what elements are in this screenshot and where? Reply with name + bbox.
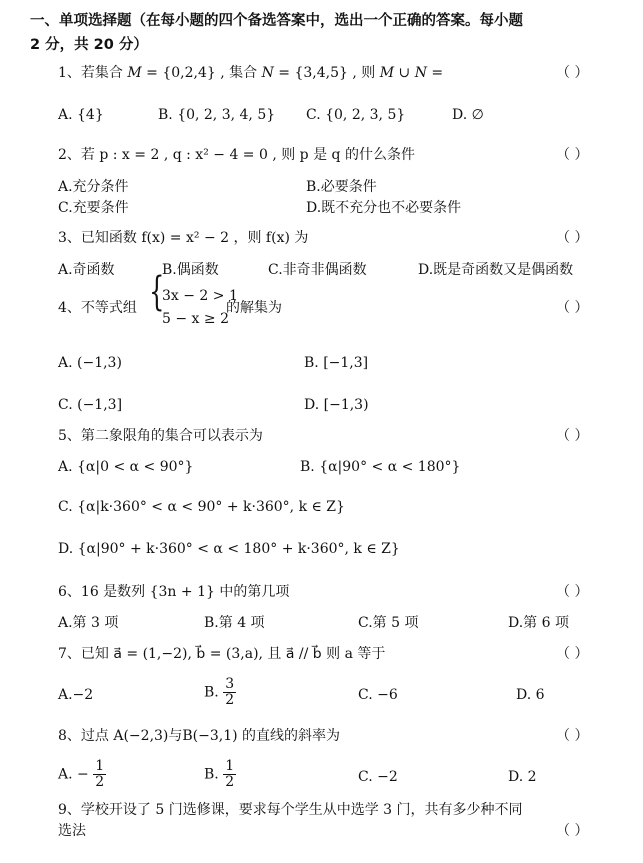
q6-option-d: D.第 6 项 [508, 615, 569, 631]
q8-option-b: B. $\frac{1}{2}$ [204, 758, 235, 790]
q5-answer-blank: （ ） [556, 428, 589, 444]
q3-answer-blank: （ ） [556, 230, 589, 246]
q3-option-b: B.偶函数 [162, 262, 219, 278]
q7-stem: 7、已知 a⃗ = (1,−2), b⃗ = (3,a), 且 a⃗ // b⃗ 则 a 等于 [58, 646, 386, 662]
q1-option-d: D. ∅ [452, 107, 484, 123]
q8-answer-blank: （ ） [556, 728, 589, 744]
q1-option-c: C. {0, 2, 3, 5} [306, 107, 406, 123]
q4-answer-blank: （ ） [556, 300, 589, 316]
q2-option-d: D.既不充分也不必要条件 [306, 200, 462, 216]
q4-stem-suffix: 的解集为 [226, 300, 282, 316]
q4-option-d: D. [−1,3) [304, 397, 369, 413]
q1-option-b: B. {0, 2, 3, 4, 5} [158, 107, 276, 123]
q5-option-b: B. {α|90° < α < 180°} [300, 459, 461, 475]
q2-option-c: C.充要条件 [58, 200, 129, 216]
q6-option-c: C.第 5 项 [358, 615, 419, 631]
q4-system-brace: { [149, 269, 165, 315]
q5-option-a: A. {α|0 < α < 90°} [58, 459, 194, 475]
section-title-line1: 一、单项选择题（在每小题的四个备选答案中，选出一个正确的答案。每小题 [30, 13, 523, 29]
q7-option-d: D. 6 [516, 687, 545, 703]
q8-option-a-fraction: $\frac{1}{2}$ [95, 758, 105, 790]
q3-stem: 3、已知函数 f(x) = x² − 2 ，则 f(x) 为 [58, 230, 309, 246]
q8-stem: 8、过点 A(−2,3)与B(−3,1) 的直线的斜率为 [58, 728, 341, 744]
q3-option-a: A.奇函数 [58, 262, 115, 278]
section-title-line2: 2 分，共 20 分） [30, 37, 148, 53]
q6-option-b: B.第 4 项 [204, 615, 265, 631]
q7-option-c: C. −6 [358, 687, 398, 703]
q5-option-d: D. {α|90° + k·360° < α < 180° + k·360°, k ∈ Z} [58, 541, 400, 557]
q7-option-b: B. $\frac{3}{2}$ [204, 676, 235, 708]
q6-answer-blank: （ ） [556, 584, 589, 600]
q3-option-c: C.非奇非偶函数 [268, 262, 367, 278]
q6-stem: 6、16 是数列 {3n + 1} 中的第几项 [58, 584, 290, 600]
q1-stem: 1、若集合 M = {0,2,4} , 集合 N = {3,4,5} , 则 M ∪ N = [58, 65, 444, 81]
q4-system-line1: 3x − 2 > 1 [162, 288, 238, 304]
q7-option-b-fraction: $\frac{3}{2}$ [225, 676, 235, 708]
q1-option-a: A. {4} [58, 107, 104, 123]
q2-stem: 2、若 p : x = 2 , q : x² − 4 = 0 , 则 p 是 q 的什么条件 [58, 147, 415, 163]
q2-option-a: A.充分条件 [58, 179, 129, 195]
q8-option-b-fraction: $\frac{1}{2}$ [225, 758, 235, 790]
q9-answer-blank: （ ） [556, 823, 589, 839]
q2-option-b: B.必要条件 [306, 179, 377, 195]
q4-system-line2: 5 − x ≥ 2 [162, 311, 229, 327]
q9-stem-line1: 9、学校开设了 5 门选修课，要求每个学生从中选学 3 门，共有多少种不同 [58, 802, 523, 818]
q5-stem: 5、第二象限角的集合可以表示为 [58, 428, 263, 444]
q8-option-c: C. −2 [358, 769, 398, 785]
q4-stem-prefix: 4、不等式组 [58, 300, 137, 316]
q8-option-d: D. 2 [508, 769, 537, 785]
q4-option-b: B. [−1,3] [304, 355, 369, 371]
q7-option-a: A.−2 [58, 687, 94, 703]
q1-answer-blank: （ ） [556, 65, 589, 81]
q8-option-a: A. − $\frac{1}{2}$ [58, 758, 105, 790]
q3-option-d: D.既是奇函数又是偶函数 [418, 262, 574, 278]
q4-option-c: C. (−1,3] [58, 397, 123, 413]
q9-stem-line2: 选法 [58, 823, 86, 839]
q4-option-a: A. (−1,3) [58, 355, 122, 371]
q2-answer-blank: （ ） [556, 147, 589, 163]
q7-answer-blank: （ ） [556, 646, 589, 662]
q5-option-c: C. {α|k·360° < α < 90° + k·360°, k ∈ Z} [58, 499, 345, 515]
q6-option-a: A.第 3 项 [58, 615, 119, 631]
